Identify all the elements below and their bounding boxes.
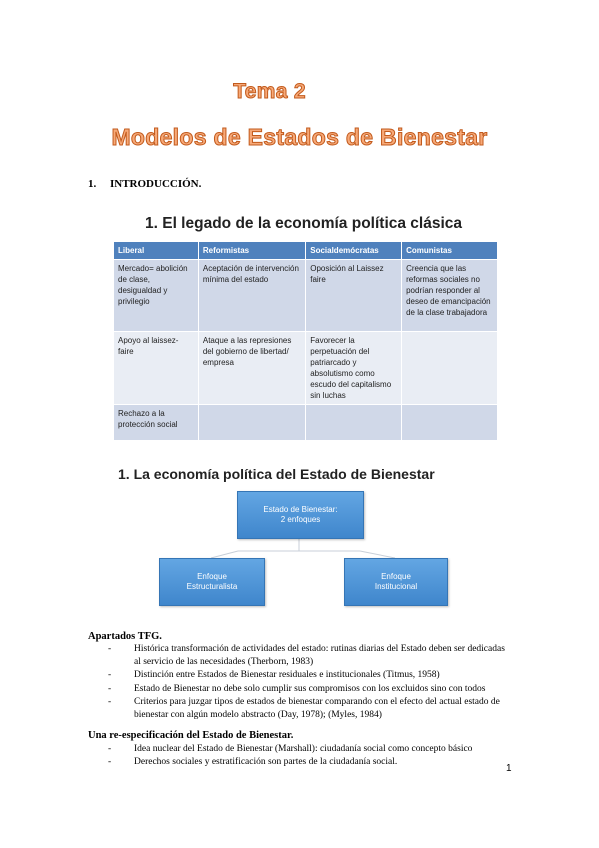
table-cell: Aceptación de intervención mínima del estado (198, 260, 305, 332)
table-cell: Favorecer la perpetuación del patriarcado y absolutismo como escudo del capitalismo sin luchas (306, 332, 402, 405)
title-modelos: Modelos de Estados de Bienestar (111, 124, 488, 150)
list-item: - Derechos sociales y estratificación son partes de la ciudadanía social. (120, 756, 510, 769)
header-socialdemocratas: Socialdemócratas (306, 242, 402, 260)
table-cell: Rechazo a la protección social (114, 405, 198, 441)
diagram-subtitle: 1. La economía política del Estado de Bienestar (118, 466, 435, 482)
list-item: - Criterios para juzgar tipos de estados de bienestar comparando con el efecto del actual estado de bienestar con algún modelo abstracto (Day, 1978); (Myles, 1984) (120, 696, 510, 722)
section-label: INTRODUCCIÓN. (110, 178, 202, 190)
box-text-line1: Enfoque (197, 572, 227, 581)
apartados-heading: Apartados TFG. (88, 631, 162, 642)
section-number: 1. (88, 178, 97, 190)
diagram-box-estructuralista (159, 558, 265, 606)
header-reformistas: Reformistas (198, 242, 305, 260)
apartados-list (120, 643, 510, 722)
table-cell: Creencia que las reformas sociales no podrían responder al deseo de emancipación de la clase trabajadora (402, 260, 498, 332)
box-text-line2: Institucional (374, 582, 418, 591)
reespecificacion-heading: Una re-especificación del Estado de Bienestar. (88, 730, 294, 741)
box-text-line2: 2 enfoques (280, 515, 321, 524)
table-cell: Oposición al Laissez faire (306, 260, 402, 332)
list-item: - Histórica transformación de actividades del estado: rutinas diarias del Estado deben ser dedicadas al servicio de las necesidades (Therborn, 1983) (120, 643, 510, 669)
legacy-subtitle: 1. El legado de la economía política clásica (145, 215, 463, 232)
list-item: - Distinción entre Estados de Bienestar residuales e institucionales (Titmus, 1958) (120, 669, 510, 682)
table-cell: Ataque a las represiones del gobierno de libertad/ empresa (198, 332, 305, 405)
title-tema: Tema 2 (233, 80, 306, 103)
diagram-box-institucional (344, 558, 448, 606)
table-cell: Mercado= abolición de clase, desigualdad y privilegio (114, 260, 198, 332)
page-number: 1 (506, 763, 512, 774)
list-item: - Idea nuclear del Estado de Bienestar (Marshall): ciudadanía social como concepto básico (120, 743, 510, 756)
header-comunistas: Comunistas (402, 242, 498, 260)
header-liberal: Liberal (114, 242, 198, 260)
box-text-line1: Estado de Bienestar: (263, 505, 338, 514)
reespecificacion-list (120, 743, 510, 769)
table-cell: Apoyo al laissez-faire (114, 332, 198, 405)
diagram-box-estado-bienestar (237, 491, 364, 539)
box-text-line1: Enfoque (381, 572, 411, 581)
list-item: - Estado de Bienestar no debe solo cumplir sus compromisos con los excluidos sino con todos (120, 683, 510, 696)
box-text-line2: Estructuralista (186, 582, 238, 591)
